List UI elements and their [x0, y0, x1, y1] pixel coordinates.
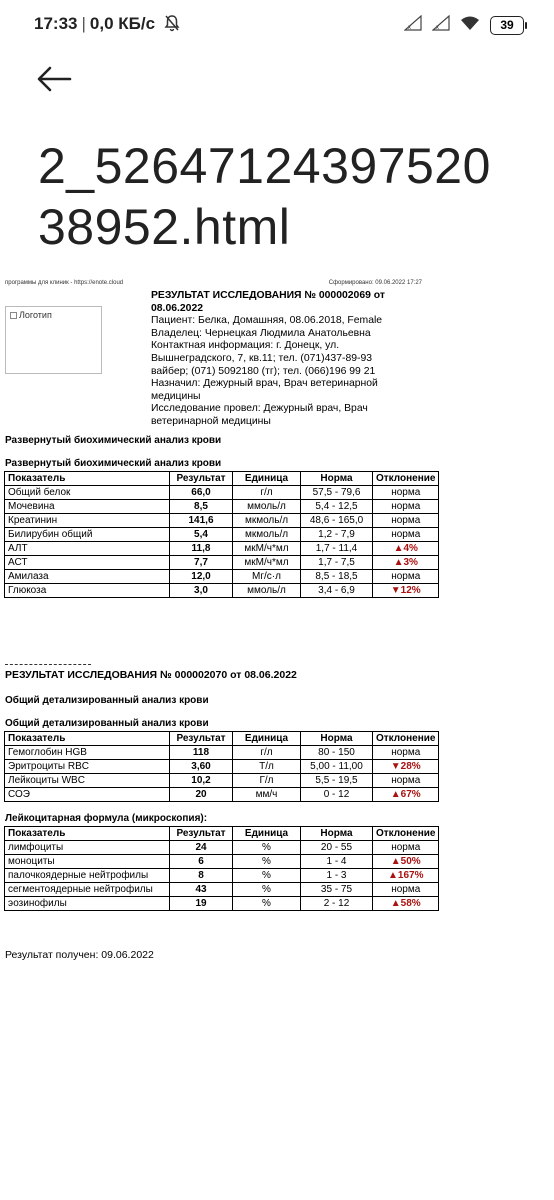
- cell-unit: Мг/с·л: [233, 570, 301, 584]
- cell-result-value: 118: [170, 746, 233, 760]
- doc-source-link[interactable]: программы для клиник - https://enote.cloud: [5, 280, 124, 286]
- cell-norm-range: 5,00 - 11,00: [301, 760, 373, 774]
- cell-unit: мкмоль/л: [233, 528, 301, 542]
- battery-icon: 39: [490, 16, 524, 35]
- cell-deviation: ▲167%: [373, 869, 439, 883]
- table-row: [5, 788, 439, 802]
- cell-deviation: норма: [373, 883, 439, 897]
- cell-deviation: норма: [373, 570, 439, 584]
- table2-header: [5, 732, 439, 746]
- column-header-deviation: Отклонение: [373, 827, 439, 841]
- cell-result-value: 10,2: [170, 774, 233, 788]
- logo-alt-text: Логотип: [19, 310, 52, 320]
- table3-header: [5, 827, 439, 841]
- cell-param-name: Билирубин общий: [5, 528, 170, 542]
- column-header-unit: Единица: [233, 827, 301, 841]
- appointed-info: Назначил: Дежурный врач, Врач ветеринарной медицины: [151, 378, 378, 402]
- section2-title: Общий детализированный анализ крови: [5, 695, 209, 706]
- cell-norm-range: 1,7 - 7,5: [301, 556, 373, 570]
- column-header-result-value: Результат: [170, 827, 233, 841]
- cell-unit: мкмоль/л: [233, 514, 301, 528]
- cell-deviation: ▲3%: [373, 556, 439, 570]
- cell-norm-range: 35 - 75: [301, 883, 373, 897]
- report2-title: РЕЗУЛЬТАТ ИССЛЕДОВАНИЯ № 000002070 от 08.06.2022: [5, 669, 297, 681]
- signal-icon: [404, 15, 422, 36]
- cell-param-name: моноциты: [5, 855, 170, 869]
- cell-deviation: норма: [373, 514, 439, 528]
- table-row: [5, 897, 439, 911]
- cell-result-value: 20: [170, 788, 233, 802]
- cell-norm-range: 8,5 - 18,5: [301, 570, 373, 584]
- cell-deviation: норма: [373, 486, 439, 500]
- cell-param-name: АЛТ: [5, 542, 170, 556]
- cell-unit: мкМ/ч*мл: [233, 556, 301, 570]
- table2: [4, 731, 439, 802]
- cell-norm-range: 5,4 - 12,5: [301, 500, 373, 514]
- cell-norm-range: 0 - 12: [301, 788, 373, 802]
- status-icons: [404, 15, 524, 36]
- table-row: [5, 584, 439, 598]
- column-header-norm-range: Норма: [301, 472, 373, 486]
- status-speed: 0,0 КБ/с: [89, 14, 156, 33]
- header-row: [5, 732, 439, 746]
- cell-result-value: 43: [170, 883, 233, 897]
- cell-norm-range: 1 - 4: [301, 855, 373, 869]
- cell-result-value: 5,4: [170, 528, 233, 542]
- status-bar: [0, 0, 554, 50]
- cell-param-name: палочкоядерные нейтрофилы: [5, 869, 170, 883]
- cell-param-name: Мочевина: [5, 500, 170, 514]
- image-icon: [10, 312, 17, 319]
- signal-icon: [432, 15, 450, 36]
- arrow-left-icon: [34, 81, 74, 98]
- column-header-result-value: Результат: [170, 472, 233, 486]
- cell-norm-range: 3,4 - 6,9: [301, 584, 373, 598]
- column-header-unit: Единица: [233, 732, 301, 746]
- cell-result-value: 6: [170, 855, 233, 869]
- cell-norm-range: 57,5 - 79,6: [301, 486, 373, 500]
- status-left: [34, 14, 180, 37]
- cell-param-name: АСТ: [5, 556, 170, 570]
- logo-placeholder: [5, 306, 102, 374]
- table3-caption: Лейкоцитарная формула (микроскопия):: [5, 813, 208, 824]
- cell-result-value: 141,6: [170, 514, 233, 528]
- cell-deviation: ▼28%: [373, 760, 439, 774]
- column-header-unit: Единица: [233, 472, 301, 486]
- cell-deviation: норма: [373, 774, 439, 788]
- table-row: [5, 500, 439, 514]
- cell-norm-range: 80 - 150: [301, 746, 373, 760]
- svg-text:x: x: [408, 25, 411, 31]
- cell-unit: Т/л: [233, 760, 301, 774]
- cell-deviation: ▼12%: [373, 584, 439, 598]
- cell-unit: ммоль/л: [233, 584, 301, 598]
- header-row: [5, 472, 439, 486]
- patient-info: Пациент: Белка, Домашняя, 08.06.2018, Female: [151, 315, 383, 327]
- doc-generated-date: Сформировано: 09.06.2022 17:27: [328, 280, 422, 286]
- cell-unit: %: [233, 869, 301, 883]
- bell-off-icon: [164, 14, 180, 37]
- table-row: [5, 869, 439, 883]
- section1-title: Развернутый биохимический анализ крови: [5, 435, 222, 446]
- cell-norm-range: 1,7 - 11,4: [301, 542, 373, 556]
- cell-deviation: ▲58%: [373, 897, 439, 911]
- table-row: [5, 774, 439, 788]
- cell-result-value: 11,8: [170, 542, 233, 556]
- report1-header: [151, 290, 401, 429]
- cell-deviation: ▲67%: [373, 788, 439, 802]
- owner-info: Владелец: Чернецкая Людмила Анатольевна: [151, 327, 371, 339]
- section-divider: [5, 664, 91, 665]
- header-row: [5, 827, 439, 841]
- cell-param-name: эозинофилы: [5, 897, 170, 911]
- table2-body: [5, 746, 439, 802]
- table-row: [5, 556, 439, 570]
- cell-param-name: Креатинин: [5, 514, 170, 528]
- cell-result-value: 3,0: [170, 584, 233, 598]
- cell-deviation: норма: [373, 500, 439, 514]
- table-row: [5, 746, 439, 760]
- column-header-result-value: Результат: [170, 732, 233, 746]
- cell-norm-range: 5,5 - 19,5: [301, 774, 373, 788]
- cell-result-value: 24: [170, 841, 233, 855]
- cell-result-value: 8: [170, 869, 233, 883]
- cell-norm-range: 1 - 3: [301, 869, 373, 883]
- cell-param-name: Глюкоза: [5, 584, 170, 598]
- column-header-deviation: Отклонение: [373, 472, 439, 486]
- column-header-norm-range: Норма: [301, 827, 373, 841]
- table-row: [5, 514, 439, 528]
- column-header-deviation: Отклонение: [373, 732, 439, 746]
- status-separator: |: [81, 14, 86, 33]
- page-title: 2_5264712439752038952.html: [38, 138, 491, 255]
- table1: [4, 471, 439, 598]
- table-row: [5, 528, 439, 542]
- svg-text:x: x: [436, 25, 439, 31]
- cell-unit: %: [233, 855, 301, 869]
- cell-param-name: Лейкоциты WBC: [5, 774, 170, 788]
- cell-unit: %: [233, 897, 301, 911]
- cell-unit: ммоль/л: [233, 500, 301, 514]
- cell-param-name: сегментоядерные нейтрофилы: [5, 883, 170, 897]
- cell-result-value: 3,60: [170, 760, 233, 774]
- cell-param-name: Эритроциты RBC: [5, 760, 170, 774]
- cell-norm-range: 2 - 12: [301, 897, 373, 911]
- cell-param-name: Амилаза: [5, 570, 170, 584]
- cell-unit: %: [233, 841, 301, 855]
- column-header-param-name: Показатель: [5, 827, 170, 841]
- table-row: [5, 760, 439, 774]
- table1-caption: Развернутый биохимический анализ крови: [5, 458, 222, 469]
- cell-unit: г/л: [233, 486, 301, 500]
- cell-deviation: ▲4%: [373, 542, 439, 556]
- cell-deviation: норма: [373, 528, 439, 542]
- cell-norm-range: 1,2 - 7,9: [301, 528, 373, 542]
- table-row: [5, 855, 439, 869]
- table3-body: [5, 841, 439, 911]
- table3: [4, 826, 439, 911]
- table1-header: [5, 472, 439, 486]
- table-row: [5, 841, 439, 855]
- cell-param-name: лимфоциты: [5, 841, 170, 855]
- column-header-norm-range: Норма: [301, 732, 373, 746]
- status-time: 17:33: [34, 14, 78, 33]
- cell-result-value: 7,7: [170, 556, 233, 570]
- cell-unit: г/л: [233, 746, 301, 760]
- report1-title: РЕЗУЛЬТАТ ИССЛЕДОВАНИЯ № 000002069 от 08.06.2022: [151, 290, 385, 314]
- wifi-icon: [460, 15, 480, 36]
- back-button[interactable]: [34, 64, 78, 100]
- column-header-param-name: Показатель: [5, 472, 170, 486]
- cell-param-name: СОЭ: [5, 788, 170, 802]
- result-received-date: Результат получен: 09.06.2022: [5, 949, 154, 961]
- table-row: [5, 570, 439, 584]
- cell-unit: %: [233, 883, 301, 897]
- table2-caption: Общий детализированный анализ крови: [5, 718, 209, 729]
- cell-norm-range: 20 - 55: [301, 841, 373, 855]
- performed-info: Исследование провел: Дежурный врач, Врач ветеринарной медицины: [151, 403, 368, 427]
- cell-unit: мм/ч: [233, 788, 301, 802]
- cell-deviation: ▲50%: [373, 855, 439, 869]
- column-header-param-name: Показатель: [5, 732, 170, 746]
- table-row: [5, 486, 439, 500]
- contact-info: Контактная информация: г. Донецк, ул. Вышнеградского, 7, кв.11; тел. (071)437-89-93 вайбер; (071) 5092180 (тг); тел. (066)196 99 21: [151, 340, 376, 377]
- table-row: [5, 542, 439, 556]
- cell-unit: мкМ/ч*мл: [233, 542, 301, 556]
- cell-norm-range: 48,6 - 165,0: [301, 514, 373, 528]
- cell-deviation: норма: [373, 746, 439, 760]
- cell-param-name: Гемоглобин HGB: [5, 746, 170, 760]
- cell-result-value: 12,0: [170, 570, 233, 584]
- cell-result-value: 19: [170, 897, 233, 911]
- cell-result-value: 8,5: [170, 500, 233, 514]
- cell-result-value: 66,0: [170, 486, 233, 500]
- table-row: [5, 883, 439, 897]
- cell-unit: Г/л: [233, 774, 301, 788]
- cell-param-name: Общий белок: [5, 486, 170, 500]
- cell-deviation: норма: [373, 841, 439, 855]
- table1-body: [5, 486, 439, 598]
